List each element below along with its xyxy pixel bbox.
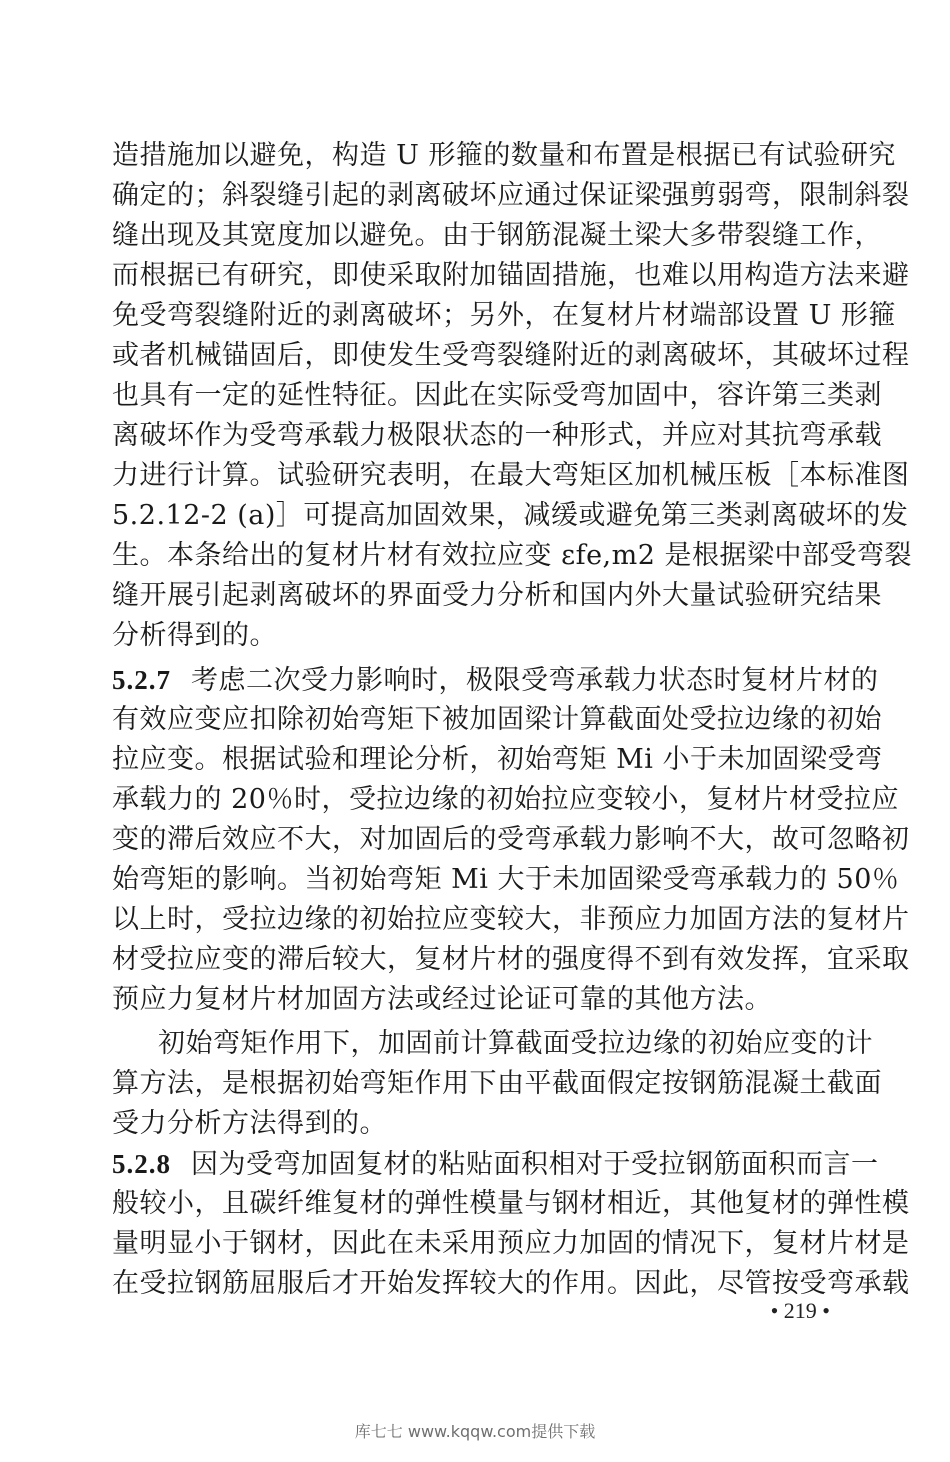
- body-line: 缝出现及其宽度加以避免。由于钢筋混凝土梁大多带裂缝工作，: [112, 220, 882, 251]
- body-line: 免受弯裂缝附近的剥离破坏；另外，在复材片材端部设置 U 形箍: [112, 300, 896, 331]
- body-line: 或者机械锚固后，即使发生受弯裂缝附近的剥离破坏，其破坏过程: [112, 340, 910, 371]
- body-line: 确定的；斜裂缝引起的剥离破坏应通过保证梁强剪弱弯，限制斜裂: [112, 180, 910, 211]
- section-number: 5.2.8: [112, 1149, 171, 1179]
- section-line: 量明显小于钢材，因此在未采用预应力加固的情况下，复材片材是: [112, 1228, 910, 1259]
- section-text: 因为受弯加固复材的粘贴面积相对于受拉钢筋面积而言一: [191, 1149, 879, 1180]
- section-line: 有效应变应扣除初始弯矩下被加固梁计算截面处受拉边缘的初始: [112, 704, 882, 735]
- section-line: 始弯矩的影响。当初始弯矩 Mi 大于未加固梁受弯承载力的 50％: [112, 864, 900, 895]
- section-5-2-8-first-line: [112, 1144, 879, 1184]
- section-line: 材受拉应变的滞后较大，复材片材的强度得不到有效发挥，宜采取: [112, 944, 910, 975]
- section-line: 承载力的 20％时，受拉边缘的初始拉应变较小，复材片材受拉应: [112, 784, 899, 815]
- section-line: 般较小，且碳纤维复材的弹性模量与钢材相近，其他复材的弹性模: [112, 1188, 910, 1219]
- section-5-2-7-first-line: [112, 660, 879, 700]
- body-line: 力进行计算。试验研究表明，在最大弯矩区加机械压板［本标准图: [112, 460, 910, 491]
- body-line: 5.2.12-2 (a)］可提高加固效果，减缓或避免第三类剥离破坏的发: [112, 500, 909, 531]
- paragraph-line: 受力分析方法得到的。: [112, 1108, 387, 1139]
- body-line: 缝开展引起剥离破坏的界面受力分析和国内外大量试验研究结果: [112, 580, 882, 611]
- body-line: 分析得到的。: [112, 620, 277, 651]
- section-line: 预应力复材片材加固方法或经过论证可靠的其他方法。: [112, 984, 772, 1015]
- body-line: 离破坏作为受弯承载力极限状态的一种形式，并应对其抗弯承载: [112, 420, 882, 451]
- page-number: • 219 •: [770, 1298, 830, 1323]
- watermark-text: 库七七 www.kqqw.com提供下载: [354, 1422, 596, 1441]
- section-line: 在受拉钢筋屈服后才开始发挥较大的作用。因此，尽管按受弯承载: [112, 1268, 910, 1299]
- section-line: 以上时，受拉边缘的初始拉应变较大，非预应力加固方法的复材片: [112, 904, 910, 935]
- paragraph-line: 算方法，是根据初始弯矩作用下由平截面假定按钢筋混凝土截面: [112, 1068, 882, 1099]
- body-line: 而根据已有研究，即使采取附加锚固措施，也难以用构造方法来避: [112, 260, 910, 291]
- body-line: 生。本条给出的复材片材有效拉应变 εfe,m2 是根据梁中部受弯裂: [112, 540, 912, 571]
- section-number: 5.2.7: [112, 665, 171, 695]
- section-text: 考虑二次受力影响时，极限受弯承载力状态时复材片材的: [191, 665, 879, 696]
- section-line: 变的滞后效应不大，对加固后的受弯承载力影响不大，故可忽略初: [112, 824, 910, 855]
- section-line: 拉应变。根据试验和理论分析，初始弯矩 Mi 小于未加固梁受弯: [112, 744, 883, 775]
- body-line: 造措施加以避免，构造 U 形箍的数量和布置是根据已有试验研究: [112, 140, 896, 171]
- paragraph-line: 初始弯矩作用下，加固前计算截面受拉边缘的初始应变的计: [158, 1028, 873, 1059]
- body-line: 也具有一定的延性特征。因此在实际受弯加固中，容许第三类剥: [112, 380, 882, 411]
